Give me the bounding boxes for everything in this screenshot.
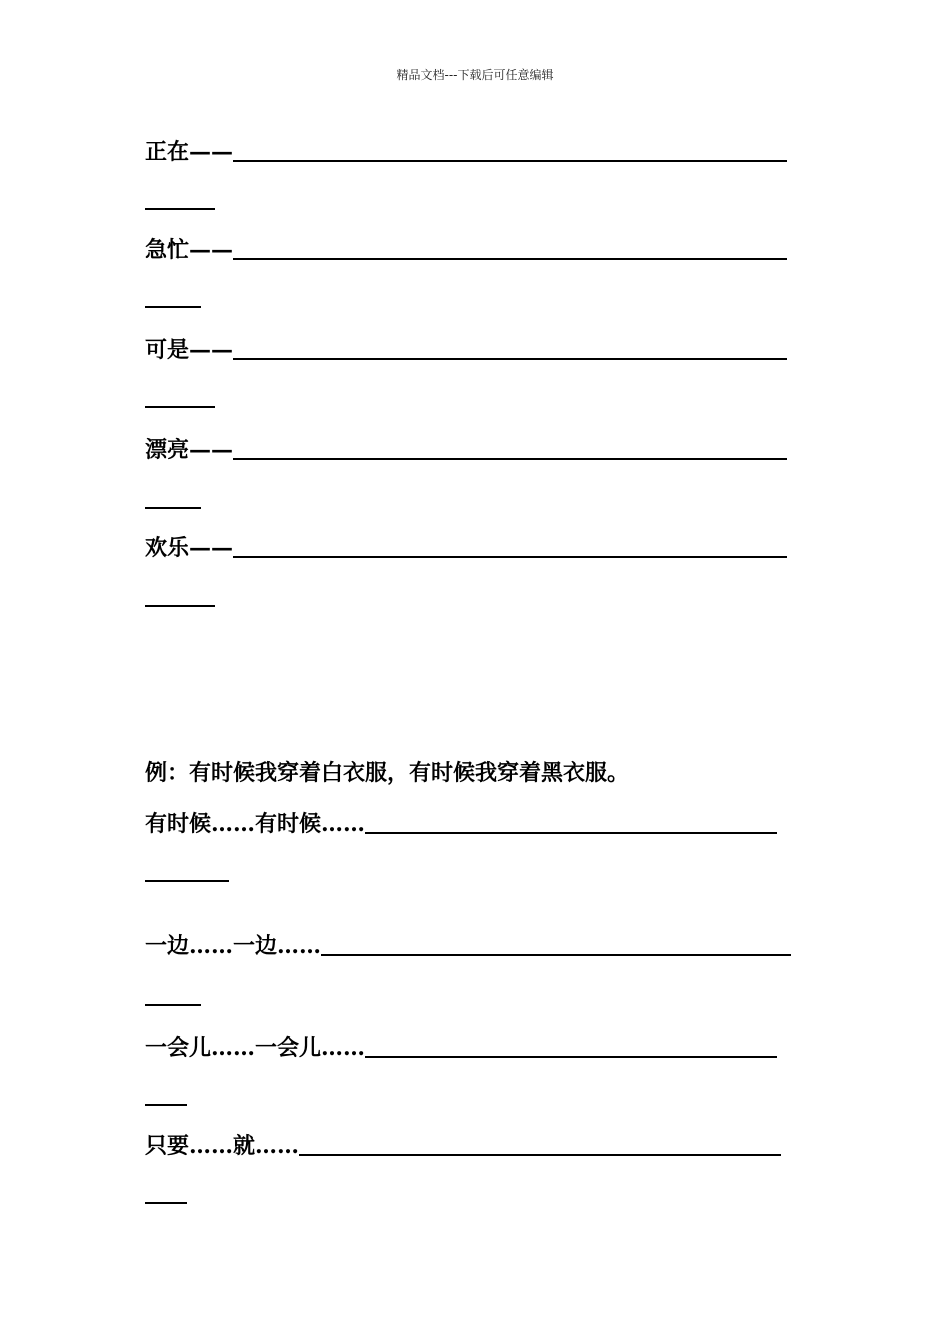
pattern-prompt-2 <box>145 926 791 960</box>
answer-line[interactable] <box>233 160 787 162</box>
pattern-label: 只要……就…… <box>145 1133 300 1159</box>
pattern-label: 一边……一边…… <box>145 933 322 959</box>
word-prompt-4 <box>145 430 787 464</box>
answer-line[interactable] <box>233 556 787 558</box>
answer-line-continuation[interactable] <box>145 880 229 882</box>
word-prompt-2 <box>145 230 787 264</box>
word-prompt-5 <box>145 528 787 562</box>
pattern-prompt-4 <box>145 1126 781 1160</box>
answer-line-continuation[interactable] <box>145 507 201 509</box>
answer-line-continuation[interactable] <box>145 306 201 308</box>
word-label: 正在—— <box>145 139 234 165</box>
answer-line-continuation[interactable] <box>145 1004 201 1006</box>
answer-line[interactable] <box>299 1154 781 1156</box>
pattern-prompt-3 <box>145 1028 777 1062</box>
answer-line[interactable] <box>233 258 787 260</box>
answer-line[interactable] <box>321 954 791 956</box>
answer-line[interactable] <box>365 1056 777 1058</box>
answer-line-continuation[interactable] <box>145 406 215 408</box>
pattern-label: 有时候……有时候…… <box>145 811 366 837</box>
answer-line[interactable] <box>365 832 777 834</box>
word-label: 可是—— <box>145 337 234 363</box>
answer-line[interactable] <box>233 458 787 460</box>
answer-line-continuation[interactable] <box>145 605 215 607</box>
pattern-prompt-1 <box>145 804 777 838</box>
answer-line-continuation[interactable] <box>145 208 215 210</box>
answer-line-continuation[interactable] <box>145 1104 187 1106</box>
word-label: 漂亮—— <box>145 437 234 463</box>
answer-line[interactable] <box>233 358 787 360</box>
pattern-label: 一会儿……一会儿…… <box>145 1035 366 1061</box>
word-prompt-3 <box>145 330 787 364</box>
page-header: 精品文档---下载后可任意编辑 <box>396 68 554 82</box>
answer-line-continuation[interactable] <box>145 1202 187 1204</box>
word-label: 急忙—— <box>145 237 234 263</box>
example-sentence: 例：有时候我穿着白衣服，有时候我穿着黑衣服。 <box>145 760 630 786</box>
word-label: 欢乐—— <box>145 535 234 561</box>
word-prompt-1 <box>145 132 787 166</box>
